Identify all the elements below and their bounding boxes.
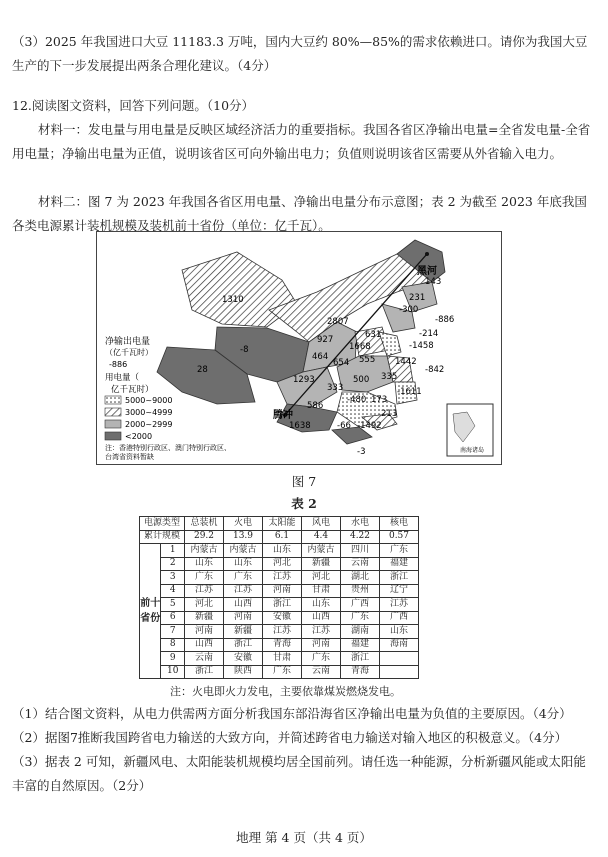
- map-value: 335: [381, 372, 398, 382]
- table-row: 7 河南 新疆 江苏 江苏 湖南 山东: [140, 625, 419, 639]
- header-cell: 火电: [224, 517, 263, 531]
- legend-item: 5000~9000: [125, 396, 173, 405]
- legend-item: 3000~4999: [125, 408, 173, 417]
- figure-caption: 图 7: [291, 474, 317, 489]
- question-12-title: 12.阅读图文资料，回答下列问题。（10分）: [12, 98, 255, 113]
- map-value: 500: [353, 375, 370, 385]
- table-row: 10 浙江 陕西 广东 云南 青海: [140, 665, 419, 679]
- city-heihe-label: 黑河: [417, 266, 437, 277]
- header-cell: 太阳能: [263, 517, 302, 531]
- scale-label: 累计规模: [140, 530, 185, 544]
- map-value: 231: [409, 293, 426, 303]
- table-row: 6 新疆 河南 安徽 山西 广东 广西: [140, 611, 419, 625]
- header-cell: 水电: [341, 517, 380, 531]
- map-value: -8: [240, 345, 249, 355]
- legend-usage-title: 用电量（: [105, 373, 140, 383]
- map-value: -3: [357, 447, 366, 457]
- table-row: 2 山东 山东 河北 新疆 云南 福建: [140, 557, 419, 571]
- south-sea-inset: [447, 404, 493, 456]
- map-value: 1442: [395, 357, 417, 367]
- map-value: -1492: [357, 421, 382, 431]
- map-value: 213: [381, 409, 398, 419]
- map-value: 143: [425, 277, 442, 287]
- map-value: 2807: [327, 317, 349, 327]
- legend-note: 注：香港特别行政区、澳门特别行政区、: [105, 444, 231, 452]
- map-value: -300: [399, 305, 419, 315]
- table-row: 3 广东 广东 江苏 河北 湖北 浙江: [140, 571, 419, 585]
- scale-cell: 6.1: [263, 530, 302, 544]
- legend-swatch-hatch: [105, 408, 121, 416]
- table-scale-row: [140, 530, 419, 544]
- map-value: 28: [197, 365, 208, 375]
- map-value: -214: [419, 329, 439, 339]
- map-value: 586: [307, 401, 324, 411]
- header-cell: 核电: [380, 517, 419, 531]
- map-value: -480: [347, 395, 367, 405]
- map-value: 1293: [293, 375, 315, 385]
- map-value: -842: [425, 365, 445, 375]
- material-1: 材料一：发电量与用电量是反映区域经济活力的重要指标。我国各省区净输出电量=全省发电量-全省用电量；净输出电量为正值，说明该省区可向外输出电力；负值则说明该省区需要从外省输入电力。: [12, 122, 591, 161]
- prev-question-3: （3）2025 年我国进口大豆 11183.3 万吨，国内大豆约 80%—85%的需求依赖进口。请你为我国大豆生产的下一步发展提出两条合理化建议。（4分）: [12, 34, 588, 73]
- map-value: 1638: [289, 421, 311, 431]
- table-note: 注：火电即火力发电，主要依靠煤炭燃烧发电。: [170, 685, 401, 698]
- scale-cell: 4.22: [341, 530, 380, 544]
- sub-question-2: （2）据图7推断我国跨省电力输送的大致方向，并简述跨省电力输送对输入地区的积极意义。（4分）: [12, 730, 568, 745]
- power-capacity-table: [139, 516, 419, 679]
- legend-swatch-dots: [105, 396, 121, 404]
- table-header-row: [140, 517, 419, 531]
- legend-usage-unit: 亿千瓦时）: [111, 385, 154, 395]
- map-value: -66: [337, 421, 351, 431]
- legend-item: <2000: [125, 432, 153, 441]
- china-electricity-map: [96, 231, 502, 465]
- map-value: 173: [371, 395, 388, 405]
- table-row: 前十省份 1 内蒙古 内蒙古 山东 内蒙古 四川 广东: [140, 544, 419, 558]
- map-value: 1668: [349, 342, 371, 352]
- legend-item: 2000~2999: [125, 420, 173, 429]
- legend-sample-value: -886: [109, 360, 128, 369]
- scale-cell: 29.2: [185, 530, 224, 544]
- header-cell: 风电: [302, 517, 341, 531]
- col-header-label: 电源类型: [140, 517, 185, 531]
- header-cell: 总装机: [185, 517, 224, 531]
- map-value: -1458: [409, 341, 434, 351]
- material-2: 材料二：图 7 为 2023 年我国各省区用电量、净输出电量分布示意图；表 2 为截至 2023 年底我国各类电源累计装机规模及装机前十省份（单位：亿千瓦）。: [12, 194, 587, 233]
- map-value: 555: [359, 355, 376, 365]
- legend-swatch-dark: [105, 432, 121, 440]
- map-value: 654: [333, 358, 350, 368]
- map-value: 333: [327, 383, 344, 393]
- legend-swatch-light: [105, 420, 121, 428]
- sub-question-3: （3）据表 2 可知，新疆风电、太阳能装机规模均居全国前列。请任选一种能源，分析新疆风能或太阳能丰富的自然原因。（2分）: [12, 754, 586, 793]
- scale-cell: 4.4: [302, 530, 341, 544]
- legend-title: 净输出电量: [105, 337, 151, 347]
- legend-note: 台湾省资料暂缺: [105, 453, 154, 461]
- page-footer: 地理 第 4 页（共 4 页）: [236, 830, 372, 845]
- scale-cell: 13.9: [224, 530, 263, 544]
- table-row: 4 江苏 江苏 河南 甘肃 贵州 辽宁: [140, 584, 419, 598]
- legend-unit: （亿千瓦时）: [105, 348, 153, 357]
- map-value: 927: [317, 335, 334, 345]
- map-value: -1611: [397, 387, 422, 397]
- table-row: 5 河北 山西 浙江 山东 广西 江苏: [140, 598, 419, 612]
- inset-label: 南海诸岛: [460, 447, 485, 454]
- side-label: 前十省份: [140, 544, 161, 679]
- map-value: 1310: [222, 295, 244, 305]
- table-row: 9 云南 安徽 甘肃 广东 浙江: [140, 652, 419, 666]
- map-value: 631: [365, 330, 382, 340]
- table-caption: 表 2: [291, 496, 317, 511]
- city-tengchong-label: 腾冲: [273, 410, 293, 421]
- map-value: -886: [435, 315, 455, 325]
- sub-question-1: （1）结合图文资料，从电力供需两方面分析我国东部沿海省区净输出电量为负值的主要原因。（4分）: [12, 706, 572, 721]
- table-row: 8 山西 浙江 青海 河南 福建 海南: [140, 638, 419, 652]
- map-value: 464: [312, 352, 329, 362]
- heihe-dot: [425, 252, 429, 256]
- scale-cell: 0.57: [380, 530, 419, 544]
- province-regions: [157, 240, 445, 444]
